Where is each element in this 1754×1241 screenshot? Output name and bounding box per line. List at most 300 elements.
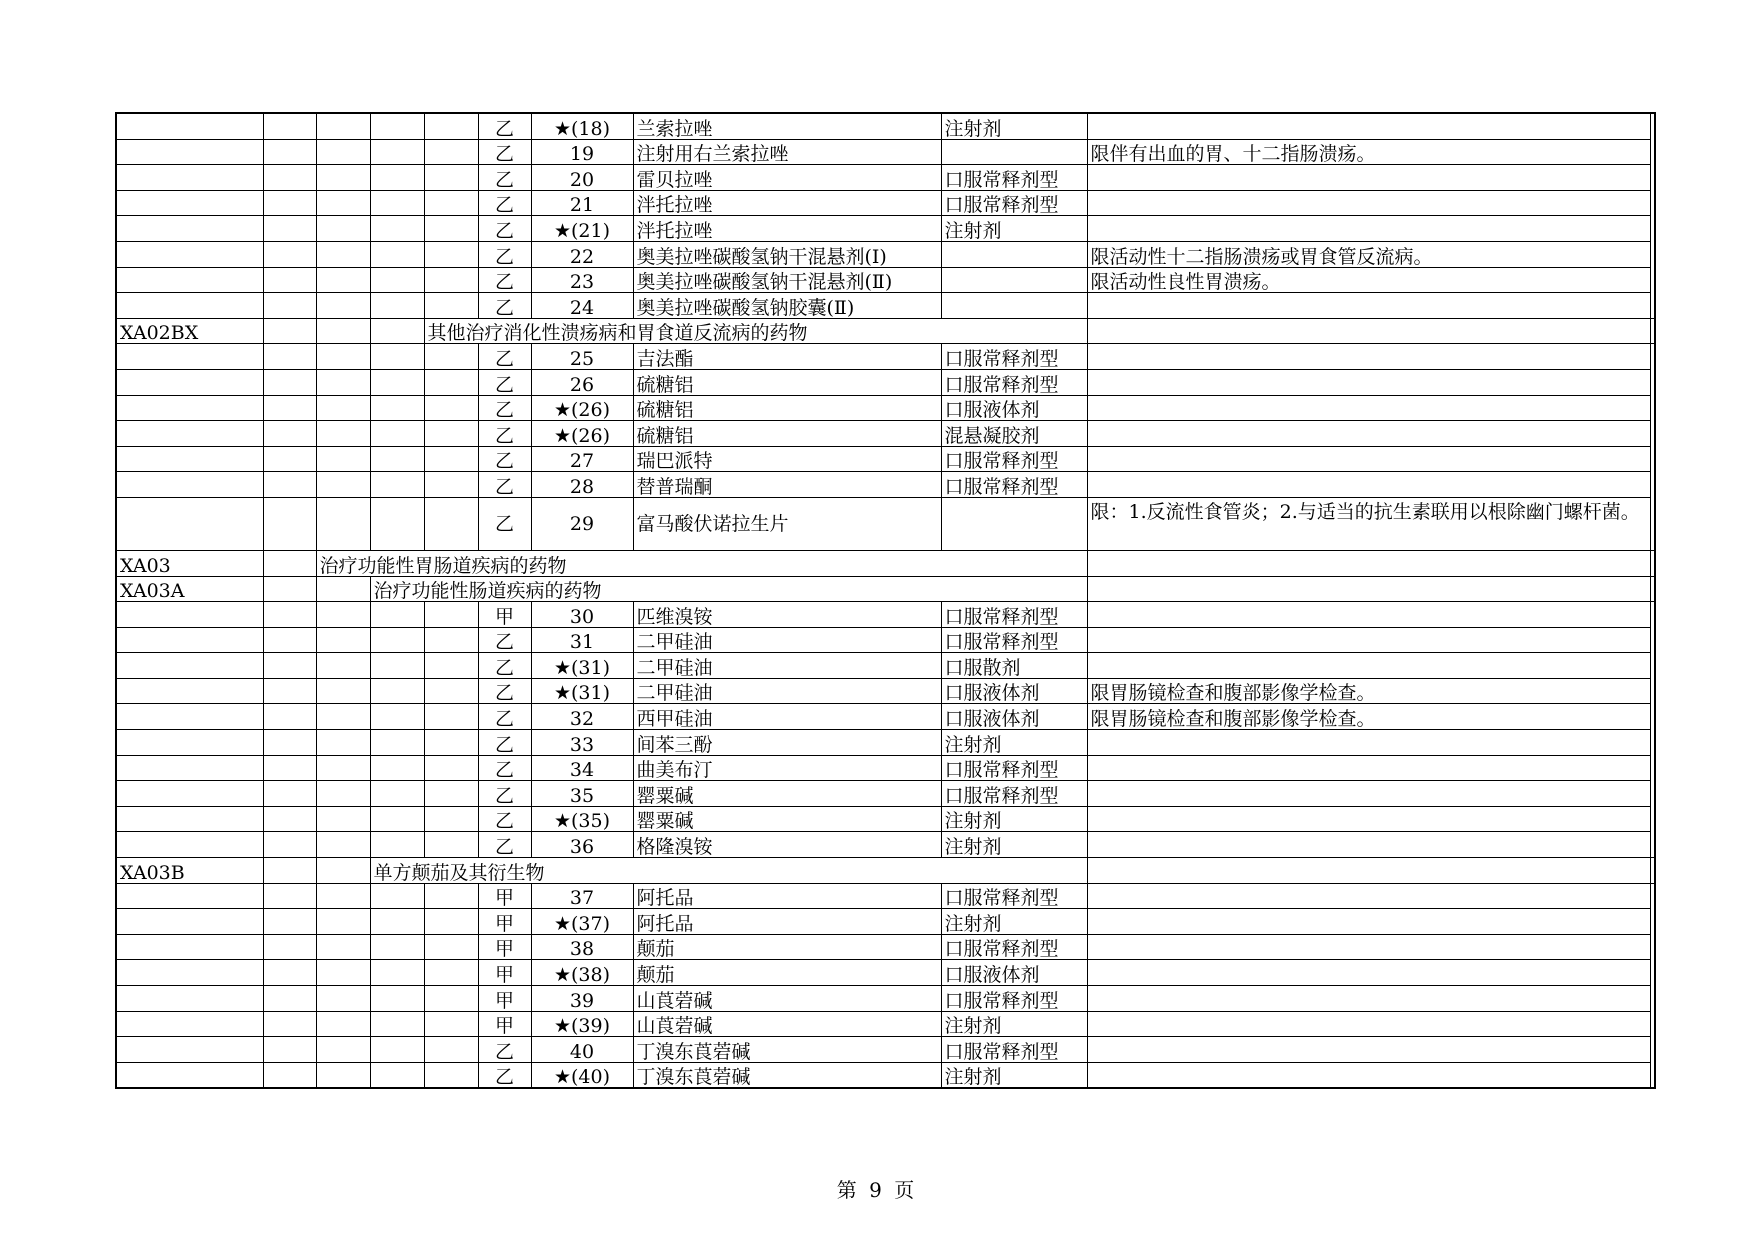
empty-cell [370, 1062, 424, 1088]
grade-cell: 乙 [478, 293, 531, 319]
empty-cell [263, 832, 316, 858]
code-cell [116, 421, 263, 447]
empty-cell [424, 1037, 478, 1063]
code-cell: XA03A [116, 576, 263, 602]
code-cell [116, 1037, 263, 1063]
empty-cell [263, 446, 316, 472]
empty-cell [263, 627, 316, 653]
drug-name-cell: 丁溴东莨菪碱 [633, 1037, 941, 1063]
empty-cell [263, 1011, 316, 1037]
empty-cell [370, 627, 424, 653]
empty-cell [424, 806, 478, 832]
remark-cell [1087, 293, 1650, 319]
table-row [116, 1062, 1655, 1088]
empty-cell [370, 139, 424, 165]
remark-cell [1087, 113, 1650, 139]
empty-cell [424, 627, 478, 653]
grade-cell: 甲 [478, 883, 531, 909]
remark-cell [1087, 883, 1650, 909]
empty-cell [370, 113, 424, 139]
empty-cell [263, 934, 316, 960]
empty-cell [316, 190, 370, 216]
remark-cell [1087, 165, 1650, 191]
number-cell: 34 [531, 755, 633, 781]
code-cell [116, 241, 263, 267]
category-title: 治疗功能性肠道疾病的药物 [370, 576, 1087, 602]
code-cell [116, 934, 263, 960]
remark-cell [1087, 472, 1650, 498]
empty-cell [316, 806, 370, 832]
code-cell: XA03B [116, 858, 263, 884]
drug-name-cell: 颠茄 [633, 960, 941, 986]
empty-cell [424, 755, 478, 781]
grade-cell: 乙 [478, 344, 531, 370]
dosage-form-cell: 注射剂 [941, 806, 1087, 832]
dosage-form-cell [941, 139, 1087, 165]
empty-cell [370, 472, 424, 498]
table-row [116, 190, 1655, 216]
remark-cell: 限：1.反流性食管炎；2.与适当的抗生素联用以根除幽门螺杆菌。 [1087, 497, 1650, 550]
empty-cell [424, 241, 478, 267]
number-cell: 31 [531, 627, 633, 653]
remark-cell [1087, 446, 1650, 472]
remark-cell [1087, 602, 1650, 628]
empty-cell [370, 318, 424, 344]
empty-cell [263, 267, 316, 293]
empty-cell [316, 446, 370, 472]
table-row [116, 730, 1655, 756]
empty-cell [370, 267, 424, 293]
empty-cell [370, 909, 424, 935]
empty-cell [316, 704, 370, 730]
remark-cell: 限伴有出血的胃、十二指肠溃疡。 [1087, 139, 1650, 165]
empty-cell [370, 293, 424, 319]
empty-cell [424, 395, 478, 421]
dosage-form-cell: 注射剂 [941, 909, 1087, 935]
empty-cell [424, 369, 478, 395]
form-cell [1087, 576, 1650, 602]
table-row [116, 755, 1655, 781]
grade-cell: 乙 [478, 216, 531, 242]
empty-cell [316, 1037, 370, 1063]
remark-cell [1087, 369, 1650, 395]
code-cell [116, 216, 263, 242]
empty-cell [316, 395, 370, 421]
empty-cell [370, 190, 424, 216]
empty-cell [424, 883, 478, 909]
empty-cell [424, 497, 478, 550]
empty-cell [370, 832, 424, 858]
dosage-form-cell [941, 241, 1087, 267]
code-cell [116, 139, 263, 165]
grade-cell: 乙 [478, 781, 531, 807]
empty-cell [424, 165, 478, 191]
empty-cell [263, 241, 316, 267]
remark-cell [1087, 653, 1650, 679]
grade-cell: 甲 [478, 1011, 531, 1037]
dosage-form-cell: 口服常释剂型 [941, 165, 1087, 191]
empty-cell [370, 653, 424, 679]
code-cell [116, 497, 263, 550]
remark-cell: 限活动性良性胃溃疡。 [1087, 267, 1650, 293]
form-cell [1087, 318, 1650, 344]
drug-name-cell: 阿托品 [633, 883, 941, 909]
table-row [116, 113, 1655, 139]
empty-cell [263, 730, 316, 756]
empty-cell [316, 369, 370, 395]
drug-name-cell: 奥美拉唑碳酸氢钠干混悬剂(Ⅰ) [633, 241, 941, 267]
empty-cell [316, 216, 370, 242]
empty-cell [263, 395, 316, 421]
dosage-form-cell [941, 267, 1087, 293]
empty-cell [370, 986, 424, 1012]
dosage-form-cell: 口服常释剂型 [941, 1037, 1087, 1063]
dosage-form-cell: 注射剂 [941, 1011, 1087, 1037]
category-row [116, 858, 1655, 884]
empty-cell [424, 832, 478, 858]
grade-cell: 乙 [478, 627, 531, 653]
code-cell [116, 267, 263, 293]
dosage-form-cell: 注射剂 [941, 1062, 1087, 1088]
empty-cell [263, 986, 316, 1012]
grade-cell: 乙 [478, 678, 531, 704]
remark-cell: 限胃肠镜检查和腹部影像学检查。 [1087, 704, 1650, 730]
table-row [116, 960, 1655, 986]
empty-cell [316, 113, 370, 139]
number-cell: 39 [531, 986, 633, 1012]
empty-cell [316, 730, 370, 756]
code-cell [116, 165, 263, 191]
grade-cell: 乙 [478, 730, 531, 756]
code-cell: XA03 [116, 550, 263, 576]
code-cell [116, 883, 263, 909]
drug-name-cell: 替普瑞酮 [633, 472, 941, 498]
empty-cell [370, 704, 424, 730]
empty-cell [316, 472, 370, 498]
empty-cell [316, 627, 370, 653]
code-cell [116, 960, 263, 986]
code-cell [116, 472, 263, 498]
form-cell [1087, 858, 1650, 884]
dosage-form-cell: 口服液体剂 [941, 704, 1087, 730]
drug-name-cell: 富马酸伏诺拉生片 [633, 497, 941, 550]
dosage-form-cell: 口服常释剂型 [941, 344, 1087, 370]
empty-cell [370, 241, 424, 267]
empty-cell [370, 730, 424, 756]
table-row [116, 806, 1655, 832]
category-title: 治疗功能性胃肠道疾病的药物 [316, 550, 1087, 576]
grade-cell: 甲 [478, 909, 531, 935]
number-cell: 33 [531, 730, 633, 756]
code-cell [116, 730, 263, 756]
number-cell: ★(38) [531, 960, 633, 986]
table-row [116, 986, 1655, 1012]
empty-cell [263, 293, 316, 319]
empty-cell [316, 576, 370, 602]
dosage-form-cell: 口服液体剂 [941, 678, 1087, 704]
empty-cell [424, 934, 478, 960]
number-cell: 27 [531, 446, 633, 472]
dosage-form-cell: 注射剂 [941, 216, 1087, 242]
drug-name-cell: 注射用右兰索拉唑 [633, 139, 941, 165]
drug-list-table [115, 112, 1656, 1089]
empty-cell [316, 293, 370, 319]
dosage-form-cell: 口服常释剂型 [941, 446, 1087, 472]
remark-cell [1087, 909, 1650, 935]
code-cell [116, 986, 263, 1012]
empty-cell [316, 960, 370, 986]
empty-cell [263, 216, 316, 242]
drug-name-cell: 格隆溴铵 [633, 832, 941, 858]
empty-cell [370, 216, 424, 242]
empty-cell [263, 704, 316, 730]
dosage-form-cell: 口服液体剂 [941, 395, 1087, 421]
empty-cell [263, 344, 316, 370]
empty-cell [316, 755, 370, 781]
category-title: 单方颠茄及其衍生物 [370, 858, 1087, 884]
code-cell [116, 1011, 263, 1037]
remark-cell [1087, 806, 1650, 832]
code-cell [116, 446, 263, 472]
drug-name-cell: 硫糖铝 [633, 395, 941, 421]
table-row [116, 678, 1655, 704]
note-cell [1650, 550, 1655, 576]
table-row [116, 395, 1655, 421]
remark-cell: 限活动性十二指肠溃疡或胃食管反流病。 [1087, 241, 1650, 267]
number-cell: ★(37) [531, 909, 633, 935]
empty-cell [263, 858, 316, 884]
code-cell [116, 602, 263, 628]
code-cell [116, 806, 263, 832]
empty-cell [370, 497, 424, 550]
number-cell: 40 [531, 1037, 633, 1063]
code-cell [116, 369, 263, 395]
drug-name-cell: 西甲硅油 [633, 704, 941, 730]
empty-cell [370, 395, 424, 421]
number-cell: 23 [531, 267, 633, 293]
drug-name-cell: 瑞巴派特 [633, 446, 941, 472]
empty-cell [370, 781, 424, 807]
empty-cell [316, 832, 370, 858]
empty-cell [316, 781, 370, 807]
empty-cell [424, 293, 478, 319]
dosage-form-cell: 口服液体剂 [941, 960, 1087, 986]
table-row [116, 293, 1655, 319]
number-cell: 22 [531, 241, 633, 267]
code-cell [116, 1062, 263, 1088]
grade-cell: 乙 [478, 267, 531, 293]
dosage-form-cell: 注射剂 [941, 832, 1087, 858]
empty-cell [370, 1037, 424, 1063]
drug-name-cell: 奥美拉唑碳酸氢钠胶囊(Ⅱ) [633, 293, 941, 319]
drug-name-cell: 间苯三酚 [633, 730, 941, 756]
grade-cell: 乙 [478, 241, 531, 267]
empty-cell [316, 1011, 370, 1037]
remark-cell [1087, 1062, 1650, 1088]
grade-cell: 乙 [478, 1062, 531, 1088]
dosage-form-cell: 口服常释剂型 [941, 472, 1087, 498]
table-row [116, 602, 1655, 628]
number-cell: ★(18) [531, 113, 633, 139]
code-cell [116, 113, 263, 139]
empty-cell [263, 602, 316, 628]
number-cell: ★(31) [531, 653, 633, 679]
table-row [116, 704, 1655, 730]
empty-cell [424, 1011, 478, 1037]
form-cell [1087, 550, 1650, 576]
grade-cell: 乙 [478, 497, 531, 550]
number-cell: ★(39) [531, 1011, 633, 1037]
empty-cell [370, 369, 424, 395]
drug-name-cell: 二甲硅油 [633, 627, 941, 653]
empty-cell [370, 960, 424, 986]
remark-cell [1087, 1037, 1650, 1063]
empty-cell [370, 806, 424, 832]
table-row [116, 344, 1655, 370]
grade-cell: 乙 [478, 165, 531, 191]
drug-name-cell: 吉法酯 [633, 344, 941, 370]
number-cell: 28 [531, 472, 633, 498]
dosage-form-cell: 口服散剂 [941, 653, 1087, 679]
category-row [116, 576, 1655, 602]
grade-cell: 甲 [478, 986, 531, 1012]
empty-cell [263, 781, 316, 807]
empty-cell [370, 446, 424, 472]
dosage-form-cell: 口服常释剂型 [941, 986, 1087, 1012]
table-row [116, 832, 1655, 858]
dosage-form-cell: 口服常释剂型 [941, 755, 1087, 781]
dosage-form-cell: 口服常释剂型 [941, 602, 1087, 628]
empty-cell [424, 190, 478, 216]
number-cell: 20 [531, 165, 633, 191]
empty-cell [316, 678, 370, 704]
table-row [116, 497, 1655, 550]
table-row [116, 472, 1655, 498]
table-row [116, 139, 1655, 165]
number-cell: 21 [531, 190, 633, 216]
number-cell: ★(40) [531, 1062, 633, 1088]
drug-name-cell: 山莨菪碱 [633, 1011, 941, 1037]
empty-cell [370, 602, 424, 628]
grade-cell: 甲 [478, 934, 531, 960]
empty-cell [263, 113, 316, 139]
drug-name-cell: 山莨菪碱 [633, 986, 941, 1012]
empty-cell [316, 318, 370, 344]
empty-cell [263, 960, 316, 986]
empty-cell [263, 1037, 316, 1063]
dosage-form-cell: 口服常释剂型 [941, 627, 1087, 653]
code-cell [116, 755, 263, 781]
drug-name-cell: 罂粟碱 [633, 781, 941, 807]
remark-cell [1087, 421, 1650, 447]
remark-cell [1087, 1011, 1650, 1037]
empty-cell [316, 858, 370, 884]
empty-cell [263, 369, 316, 395]
table-row [116, 781, 1655, 807]
remark-cell [1087, 627, 1650, 653]
empty-cell [316, 421, 370, 447]
empty-cell [263, 1062, 316, 1088]
number-cell: 36 [531, 832, 633, 858]
number-cell: 38 [531, 934, 633, 960]
empty-cell [316, 165, 370, 191]
remark-cell [1087, 960, 1650, 986]
remark-cell [1087, 395, 1650, 421]
empty-cell [424, 113, 478, 139]
empty-cell [370, 678, 424, 704]
empty-cell [424, 678, 478, 704]
empty-cell [424, 909, 478, 935]
empty-cell [370, 883, 424, 909]
empty-cell [424, 267, 478, 293]
dosage-form-cell: 混悬凝胶剂 [941, 421, 1087, 447]
code-cell [116, 678, 263, 704]
number-cell: 19 [531, 139, 633, 165]
drug-name-cell: 泮托拉唑 [633, 216, 941, 242]
empty-cell [424, 704, 478, 730]
grade-cell: 乙 [478, 190, 531, 216]
grade-cell: 乙 [478, 1037, 531, 1063]
note-cell [1650, 576, 1655, 602]
empty-cell [263, 550, 316, 576]
remark-cell [1087, 190, 1650, 216]
drug-name-cell: 曲美布汀 [633, 755, 941, 781]
table-row [116, 653, 1655, 679]
empty-cell [263, 678, 316, 704]
empty-cell [316, 344, 370, 370]
table-row [116, 241, 1655, 267]
empty-cell [263, 909, 316, 935]
remark-cell [1087, 730, 1650, 756]
drug-name-cell: 二甲硅油 [633, 653, 941, 679]
number-cell: ★(26) [531, 421, 633, 447]
empty-cell [370, 934, 424, 960]
empty-cell [424, 986, 478, 1012]
grade-cell: 乙 [478, 421, 531, 447]
empty-cell [263, 421, 316, 447]
remark-cell [1087, 344, 1650, 370]
grade-cell: 乙 [478, 369, 531, 395]
note-cell [1650, 318, 1655, 344]
empty-cell [370, 1011, 424, 1037]
number-cell: 35 [531, 781, 633, 807]
remark-cell [1087, 216, 1650, 242]
number-cell: ★(35) [531, 806, 633, 832]
empty-cell [263, 318, 316, 344]
grade-cell: 乙 [478, 832, 531, 858]
table-row [116, 267, 1655, 293]
code-cell [116, 909, 263, 935]
remark-cell [1087, 832, 1650, 858]
empty-cell [263, 755, 316, 781]
dosage-form-cell: 注射剂 [941, 113, 1087, 139]
drug-name-cell: 硫糖铝 [633, 421, 941, 447]
number-cell: ★(21) [531, 216, 633, 242]
empty-cell [263, 576, 316, 602]
grade-cell: 乙 [478, 755, 531, 781]
category-row [116, 318, 1655, 344]
drug-name-cell: 泮托拉唑 [633, 190, 941, 216]
category-row [116, 550, 1655, 576]
table-row [116, 446, 1655, 472]
empty-cell [424, 446, 478, 472]
empty-cell [424, 960, 478, 986]
empty-cell [370, 344, 424, 370]
drug-name-cell: 奥美拉唑碳酸氢钠干混悬剂(Ⅱ) [633, 267, 941, 293]
dosage-form-cell: 口服常释剂型 [941, 190, 1087, 216]
table-row [116, 421, 1655, 447]
empty-cell [424, 216, 478, 242]
